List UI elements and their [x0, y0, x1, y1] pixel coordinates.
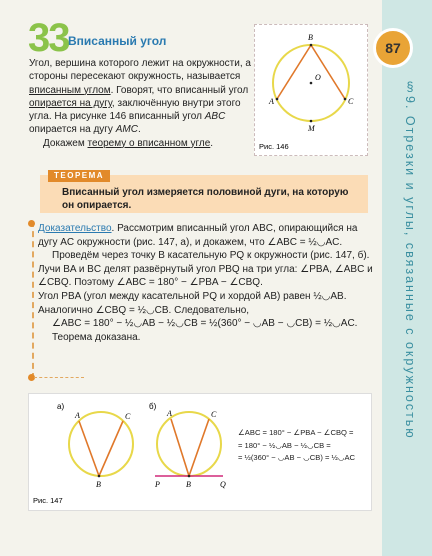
label-b-p: P	[155, 480, 160, 489]
chord-b-ba	[171, 419, 189, 476]
chapter-vertical-title: §9. Отрезки и углы, связанные с окружностью	[403, 80, 417, 440]
proof-label: Доказательство	[38, 223, 112, 234]
intro-angle-name: ABC	[204, 111, 226, 123]
proof-marker-top	[28, 220, 35, 227]
formula-line-3: = ½(360° − ◡AB − ◡CB) = ½◡AC	[238, 453, 356, 462]
figure-146-diagram	[255, 25, 367, 155]
label-a-b: B	[96, 480, 101, 489]
point-a	[276, 98, 279, 101]
term-inscribed-angle: вписанным углом	[29, 84, 111, 96]
intro-prove-text-end: .	[210, 137, 214, 149]
label-b: B	[308, 33, 313, 42]
label-o: O	[315, 73, 321, 82]
section-title: Вписанный угол	[68, 34, 167, 48]
chord-a-ba	[79, 421, 99, 476]
point-b-b	[188, 475, 191, 478]
chord-ba	[277, 45, 311, 99]
label-b-c: C	[211, 410, 217, 419]
figure-146	[254, 24, 368, 156]
formula-line-1: ∠ABC = 180° − ∠PBA − ∠CBQ =	[238, 428, 354, 437]
label-m: M	[308, 124, 315, 133]
theorem-statement: Вписанный угол измеряется половиной дуги, на которую он опирается.	[62, 187, 349, 211]
circle-b	[157, 412, 221, 476]
intro-part: , заключённую внутри этого угла. На рисунке 146 вписанный угол	[29, 97, 241, 123]
theorem-tag: ТЕОРЕМА	[48, 170, 110, 182]
intro-part: . Говорят, что вписанный угол	[110, 84, 249, 96]
proof-text	[38, 222, 373, 344]
theorem-link[interactable]: теорему о вписанном угле	[87, 137, 211, 149]
intro-prove-text: Докажем	[43, 137, 88, 149]
page-number-badge	[373, 28, 413, 68]
label-a-a: A	[75, 411, 80, 420]
proof-paragraph-5: ∠ABC = 180° − ½◡AB − ½◡CB = ½(360° − ◡AB − ◡CB) = ½◡AC.	[52, 318, 358, 330]
subfig-a-label: а)	[57, 402, 65, 411]
proof-paragraph-1: . Рассмотрим вписанный угол ABC, опирающийся на дугу AC окружности (рис. 147, а), и докажем, что ∠ABC = ½◡AC.	[38, 223, 358, 248]
point-a-b	[98, 475, 101, 478]
label-b-q: Q	[220, 480, 226, 489]
proof-paragraph-4: Аналогично ∠CBQ = ½◡CB. Следовательно,	[38, 304, 250, 316]
label-a: A	[269, 97, 274, 106]
intro-part: Угол, вершина которого лежит на окружности, а стороны пересекают окружность, называется	[29, 58, 251, 83]
intro-text	[29, 57, 261, 150]
formula-line-2: = 180° − ½◡AB − ½◡CB =	[238, 440, 331, 450]
proof-paragraph-6: Теорема доказана.	[52, 331, 141, 343]
section-number: 33	[28, 16, 69, 60]
subfig-b-label: б)	[149, 402, 157, 411]
proof-paragraph-2: Проведём через точку B касательную PQ к окружности (рис. 147, б). Лучи BA и BC делят развёрнутый угол PBQ на три угла: ∠PBA, ∠ABC и ∠CBQ. Поэтому ∠ABC = 180° − ∠PBA − ∠CBQ.	[38, 250, 373, 289]
figure-147-caption: Рис. 147	[33, 496, 63, 505]
proof-paragraph-3: Угол PBA (угол между касательной PQ и хордой AB) равен ½◡AB.	[38, 290, 347, 302]
figure-146-caption: Рис. 146	[259, 142, 289, 151]
chord-bc	[311, 45, 345, 99]
chord-b-bc	[189, 419, 209, 476]
label-b-b: B	[186, 480, 191, 489]
label-c: C	[348, 97, 354, 106]
label-b-a: A	[167, 409, 172, 418]
proof-end-line	[34, 377, 84, 378]
point-c	[344, 98, 347, 101]
intro-part: опирается на дугу	[29, 124, 116, 136]
point-m	[310, 120, 313, 123]
chord-a-bc	[99, 421, 123, 476]
term-subtends-arc: опирается на дугу	[29, 97, 112, 109]
point-b	[310, 44, 313, 47]
intro-arc-name: AMC	[115, 124, 138, 136]
intro-part: .	[137, 124, 141, 136]
center-point	[310, 82, 313, 85]
figure-147-formula	[238, 427, 355, 465]
label-a-c: C	[125, 412, 131, 421]
page-number: 87	[385, 40, 401, 56]
